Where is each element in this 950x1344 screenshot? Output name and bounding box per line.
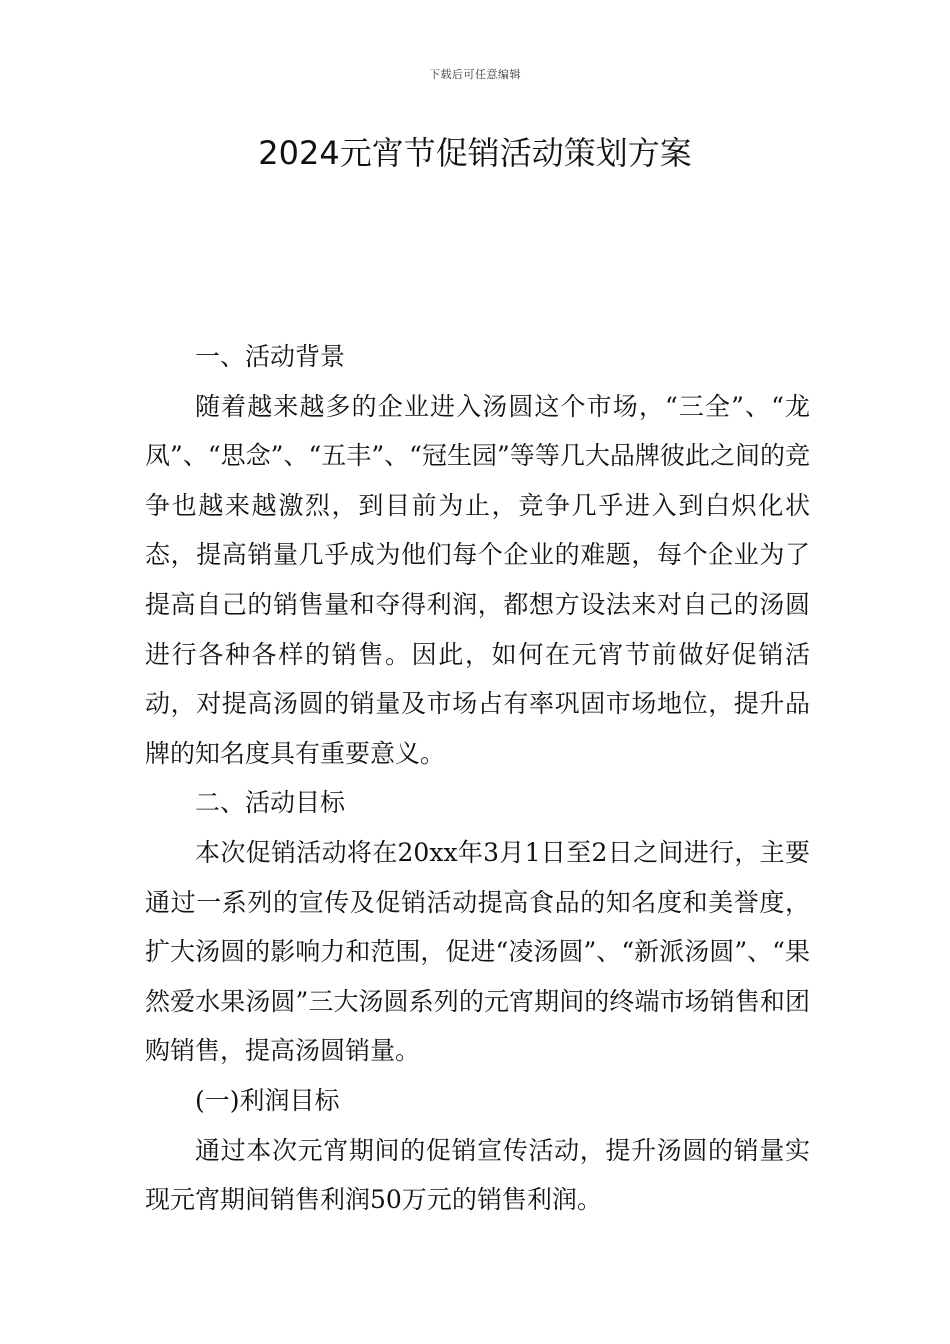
document-body — [145, 332, 810, 1225]
header-note: 下载后可任意编辑 — [429, 68, 521, 81]
section-heading-background: 一、活动背景 — [195, 342, 346, 371]
subsection-heading-profit: (一)利润目标 — [195, 1085, 340, 1115]
document-title: 2024元宵节促销活动策划方案 — [258, 134, 692, 172]
paragraph-profit: 通过本次元宵期间的促销宣传活动，提升汤圆的销量实现元宵期间销售利润50万元的销售利润。 — [145, 1135, 810, 1215]
section-heading-goals: 二、活动目标 — [195, 788, 346, 818]
paragraph-background: 随着越来越多的企业进入汤圆这个市场，“三全”、“龙凤”、“思念”、“五丰”、“冠生园”等等几大品牌彼此之间的竞争也越来越激烈，到目前为止，竞争几乎进入到白炽化状态，提高销量几乎成为他们每个企业的难题，每个企业为了提高自己的销售量和夺得利润，都想方设法来对自己的汤圆进行各种各样的销售。因此，如何在元宵节前做好促销活动，对提高汤圆的销量及市场占有率巩固市场地位，提升品牌的知名度具有重要意义。 — [145, 391, 810, 768]
paragraph-goals: 本次促销活动将在20xx年3月1日至2日之间进行，主要通过一系列的宣传及促销活动提高食品的知名度和美誉度，扩大汤圆的影响力和范围，促进“凌汤圆”、“新派汤圆”、“果然爱水果汤圆”三大汤圆系列的元宵期间的终端市场销售和团购销售，提高汤圆销量。 — [145, 837, 810, 1066]
